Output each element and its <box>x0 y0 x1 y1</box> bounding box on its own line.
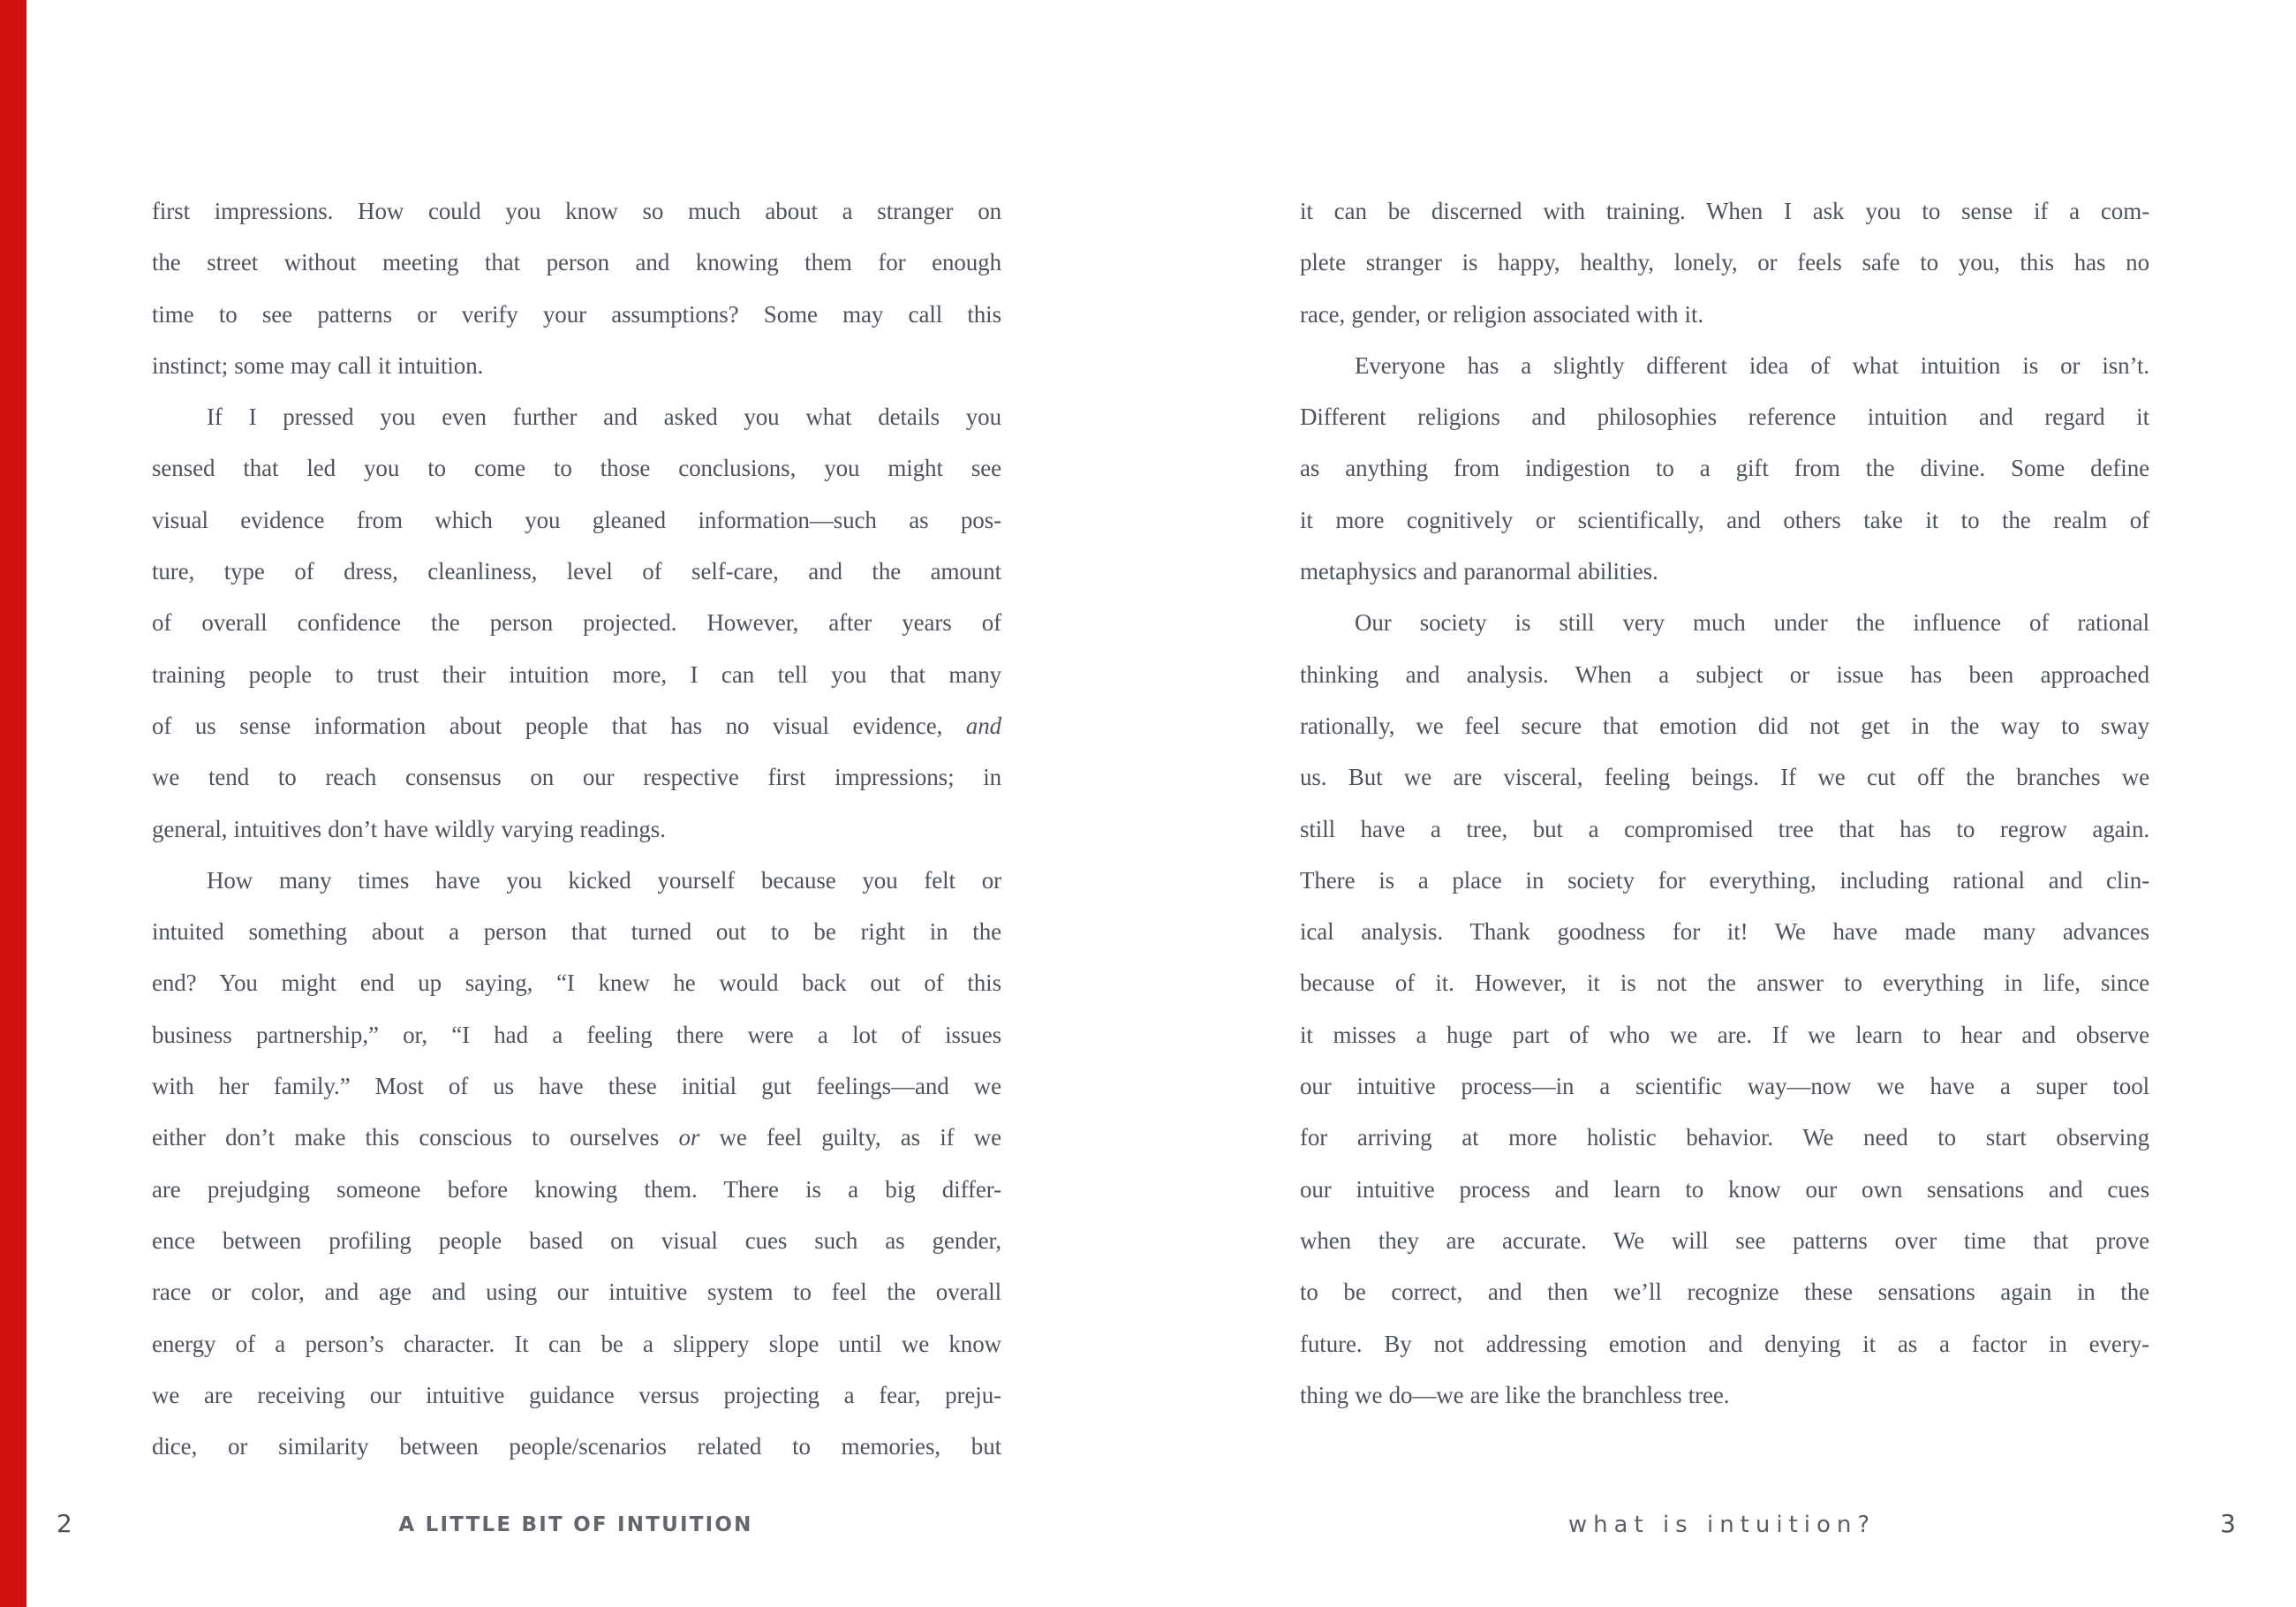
text-segment: we tend to reach consensus on our respective first impressions; in <box>152 764 1001 791</box>
text-segment: are prejudging someone before knowing them. There is a big differ- <box>152 1175 1001 1203</box>
text-segment: plete stranger is happy, healthy, lonely, or feels safe to you, this has no <box>1300 249 2149 276</box>
text-segment: it more cognitively or scientifically, and others take it to the realm of <box>1300 506 2149 533</box>
text-segment: with her family.” Most of us have these initial gut feelings—and we <box>152 1073 1001 1100</box>
text-line <box>152 442 1001 494</box>
text-line <box>1300 1369 2149 1421</box>
text-segment: still have a tree, but a compromised tree that has to regrow again. <box>1300 815 2149 842</box>
text-line <box>152 391 1001 442</box>
text-line <box>1300 185 2149 237</box>
text-line <box>1300 1318 2149 1369</box>
text-segment: intuited something about a person that turned out to be right in the <box>152 918 1001 946</box>
text-segment: visual evidence from which you gleaned information—such as pos- <box>152 506 1001 533</box>
text-segment: of us sense information about people that has no visual evidence, <box>152 712 966 739</box>
text-line <box>152 1318 1001 1369</box>
text-line <box>1300 494 2149 546</box>
text-segment: Our society is still very much under the influence of rational <box>1355 609 2149 637</box>
text-segment: it can be discerned with training. When I ask you to sense if a com- <box>1300 198 2149 224</box>
text-line <box>152 237 1001 288</box>
text-line <box>1300 391 2149 442</box>
text-line <box>152 751 1001 803</box>
text-segment: because of it. However, it is not the answer to everything in life, since <box>1300 969 2149 997</box>
red-spine-strip <box>0 0 26 1607</box>
italic-text: and <box>965 712 1001 739</box>
text-segment: thinking and analysis. When a subject or issue has been approached <box>1300 660 2149 688</box>
running-head-book-title: A LITTLE BIT OF INTUITION <box>398 1513 753 1536</box>
running-head-chapter-title: what is intuition? <box>1567 1512 1877 1538</box>
text-segment: thing we do—we are like the branchless tree. <box>1300 1381 1730 1408</box>
text-line <box>1300 1112 2149 1163</box>
text-segment: our intuitive process and learn to know our own sensations and cues <box>1300 1175 2149 1203</box>
text-line <box>1300 1164 2149 1215</box>
page-left-text <box>152 185 1001 1472</box>
text-segment: training people to trust their intuition more, I can tell you that many <box>152 660 1001 688</box>
text-segment: of overall confidence the person projected. However, after years of <box>152 609 1001 637</box>
text-segment: There is a place in society for everything, including rational and clin- <box>1300 866 2149 894</box>
text-segment: ical analysis. Thank goodness for it! We have made many advances <box>1300 918 2149 946</box>
text-segment: ture, type of dress, cleanliness, level of self-care, and the amount <box>152 558 1001 585</box>
text-segment: energy of a person’s character. It can be a slippery slope until we know <box>152 1330 1001 1357</box>
text-segment: general, intuitives don’t have wildly varying readings. <box>152 815 666 842</box>
text-segment: as anything from indigestion to a gift from the divine. Some define <box>1300 455 2149 482</box>
text-segment: rationally, we feel secure that emotion did not get in the way to sway <box>1300 712 2149 739</box>
text-segment: us. But we are visceral, feeling beings. If we cut off the branches we <box>1300 764 2149 791</box>
text-line <box>152 957 1001 1008</box>
text-line <box>152 1369 1001 1421</box>
text-line <box>1300 1009 2149 1060</box>
text-segment: dice, or similarity between people/scenarios related to memories, but <box>152 1433 1001 1460</box>
text-segment: future. By not addressing emotion and denying it as a factor in every- <box>1300 1330 2149 1357</box>
text-line <box>1300 906 2149 957</box>
text-line <box>1300 597 2149 648</box>
page-right-text <box>1300 185 2149 1421</box>
text-segment: end? You might end up saying, “I knew he would back out of this <box>152 969 1001 997</box>
text-line <box>1300 855 2149 906</box>
text-line <box>1300 1266 2149 1317</box>
text-segment: the street without meeting that person and knowing them for enough <box>152 249 1001 276</box>
text-line <box>152 906 1001 957</box>
text-line <box>152 855 1001 906</box>
footer-left-page-number: 2 <box>57 1509 72 1538</box>
text-segment: metaphysics and paranormal abilities. <box>1300 558 1658 585</box>
text-segment: when they are accurate. We will see patterns over time that prove <box>1300 1226 2149 1254</box>
text-line <box>152 185 1001 237</box>
text-line <box>152 340 1001 391</box>
text-line <box>152 1215 1001 1266</box>
text-line <box>152 804 1001 855</box>
text-segment: If I pressed you even further and asked you what details you <box>207 404 1001 431</box>
text-line <box>152 1266 1001 1317</box>
italic-text: or <box>678 1124 700 1151</box>
text-segment: Everyone has a slightly different idea of what intuition is or isn’t. <box>1355 351 2149 379</box>
text-line <box>1300 1215 2149 1266</box>
text-line <box>1300 237 2149 288</box>
text-segment: for arriving at more holistic behavior. We need to start observing <box>1300 1124 2149 1151</box>
text-segment: it misses a huge part of who we are. If we learn to hear and observe <box>1300 1021 2149 1048</box>
text-segment: race or color, and age and using our intuitive system to feel the overall <box>152 1279 1001 1306</box>
text-line <box>152 649 1001 700</box>
text-segment: instinct; some may call it intuition. <box>152 351 484 379</box>
text-segment: we feel guilty, as if we <box>699 1124 1001 1151</box>
footer-right-page-number: 3 <box>2220 1509 2236 1538</box>
text-line <box>152 289 1001 340</box>
text-line <box>1300 649 2149 700</box>
text-segment: ence between profiling people based on visual cues such as gender, <box>152 1226 1001 1254</box>
text-segment: either don’t make this conscious to ourselves <box>152 1124 679 1151</box>
text-segment: our intuitive process—in a scientific way—now we have a super tool <box>1300 1073 2149 1100</box>
text-segment: race, gender, or religion associated with it. <box>1300 300 1703 328</box>
text-segment: to be correct, and then we’ll recognize these sensations again in the <box>1300 1279 2149 1306</box>
text-line <box>152 597 1001 648</box>
text-line <box>152 1421 1001 1472</box>
text-line <box>152 1060 1001 1112</box>
text-segment: time to see patterns or verify your assumptions? Some may call this <box>152 300 1001 328</box>
text-segment: first impressions. How could you know so much about a stranger on <box>152 198 1001 224</box>
text-line <box>1300 442 2149 494</box>
text-line <box>1300 804 2149 855</box>
text-segment: Different religions and philosophies reference intuition and regard it <box>1300 404 2149 431</box>
text-line <box>152 700 1001 751</box>
text-line <box>152 1164 1001 1215</box>
text-line <box>1300 700 2149 751</box>
text-segment: sensed that led you to come to those conclusions, you might see <box>152 455 1001 482</box>
text-line <box>1300 289 2149 340</box>
text-line <box>152 546 1001 597</box>
text-line <box>152 494 1001 546</box>
text-line <box>1300 546 2149 597</box>
text-segment: we are receiving our intuitive guidance versus projecting a fear, preju- <box>152 1381 1001 1408</box>
text-line <box>152 1009 1001 1060</box>
text-line <box>1300 340 2149 391</box>
text-line <box>1300 1060 2149 1112</box>
text-line <box>1300 751 2149 803</box>
text-line <box>1300 957 2149 1008</box>
text-line <box>152 1112 1001 1163</box>
text-segment: business partnership,” or, “I had a feeling there were a lot of issues <box>152 1021 1001 1048</box>
text-segment: How many times have you kicked yourself because you felt or <box>207 866 1001 894</box>
